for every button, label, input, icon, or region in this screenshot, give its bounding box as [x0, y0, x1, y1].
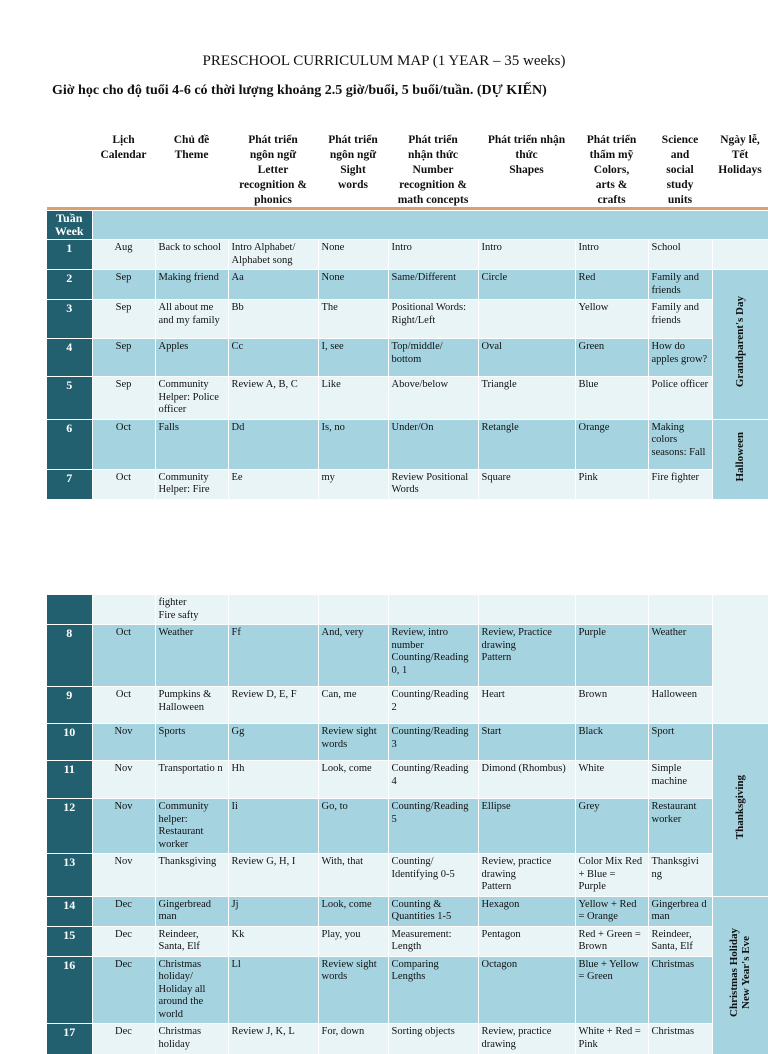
column-header: Phát triển ngôn ngữ Letter recognition & phonics [239, 134, 307, 206]
table-cell: Community Helper: Fire [155, 469, 228, 499]
table-cell: White [575, 761, 648, 799]
table-cell: Ellipse [478, 799, 575, 854]
table-cell: Square [478, 469, 575, 499]
week-number: 14 [47, 896, 92, 926]
table-cell: Oval [478, 339, 575, 377]
table-cell: Weather [648, 625, 712, 687]
table-cell: Dd [228, 419, 318, 469]
table-cell: Weather [155, 625, 228, 687]
table-cell: Orange [575, 419, 648, 469]
table-row [47, 799, 768, 854]
table-cell: Red + Green = Brown [575, 926, 648, 956]
table-cell: Dec [92, 1024, 155, 1054]
table-cell: Nov [92, 761, 155, 799]
table-cell: Oct [92, 687, 155, 724]
table-row [47, 270, 768, 300]
table-cell: Ff [228, 625, 318, 687]
table-cell: Heart [478, 687, 575, 724]
week-number: 7 [47, 469, 92, 499]
table-cell: Review Positional Words [388, 469, 478, 499]
table-cell: Yellow + Red = Orange [575, 896, 648, 926]
table-cell: None [318, 270, 388, 300]
table-cell: Counting/Reading 2 [388, 687, 478, 724]
table-cell: Black [575, 724, 648, 761]
table-cell: Review A, B, C [228, 377, 318, 420]
table-cell: Apples [155, 339, 228, 377]
table-cell: Review, practice drawing [478, 1024, 575, 1054]
holiday-label: Halloween [734, 432, 747, 482]
table-cell: Sep [92, 300, 155, 339]
week-number: 17 [47, 1024, 92, 1054]
table-cell: Positional Words: Right/Left [388, 300, 478, 339]
column-header: Phát triển thẩm mỹ Colors, arts & crafts [586, 134, 637, 206]
table-cell: For, down [318, 1024, 388, 1054]
table-row [47, 469, 768, 499]
table-cell: Measurement: Length [388, 926, 478, 956]
column-header: Phát triển nhận thức Number recognition & math concepts [397, 134, 469, 206]
table-cell: Can, me [318, 687, 388, 724]
table-cell: Hexagon [478, 896, 575, 926]
table-cell: Review, intro number Counting/Reading 0, 1 [388, 625, 478, 687]
table-cell: Intro [388, 240, 478, 270]
table-cell: fighter Fire safty [155, 595, 228, 625]
table-cell: Dimond (Rhombus) [478, 761, 575, 799]
week-number: 10 [47, 724, 92, 761]
column-header: Phát triển ngôn ngữ Sight words [328, 134, 378, 191]
table-cell: Reindeer, Santa, Elf [155, 926, 228, 956]
table-cell: Bb [228, 300, 318, 339]
table-cell: Police officer [648, 377, 712, 420]
document-title: PRESCHOOL CURRICULUM MAP (1 YEAR – 35 weeks) [202, 53, 566, 69]
table-cell: Christmas [648, 1024, 712, 1054]
holiday-cell [712, 595, 768, 724]
table-row [47, 926, 768, 956]
table-cell: my [318, 469, 388, 499]
table-cell: The [318, 300, 388, 339]
table-cell: Circle [478, 270, 575, 300]
table-cell: How do apples grow? [648, 339, 712, 377]
table-cell: Yellow [575, 300, 648, 339]
table-cell: Family and friends [648, 300, 712, 339]
table-cell: Look, come [318, 896, 388, 926]
table-row [47, 956, 768, 1024]
table-cell: Back to school [155, 240, 228, 270]
table-cell: Fire fighter [648, 469, 712, 499]
table-cell: Retangle [478, 419, 575, 469]
table-cell: Aug [92, 240, 155, 270]
table-cell: Review sight words [318, 956, 388, 1024]
week-number: 11 [47, 761, 92, 799]
week-number [47, 595, 92, 625]
table-cell: Pentagon [478, 926, 575, 956]
table-row [47, 377, 768, 420]
table-row [47, 240, 768, 270]
table-cell: Intro [478, 240, 575, 270]
week-number: 12 [47, 799, 92, 854]
week-number: 1 [47, 240, 92, 270]
table-cell: Color Mix Red + Blue = Purple [575, 854, 648, 897]
table-cell: Comparing Lengths [388, 956, 478, 1024]
table-cell: Grey [575, 799, 648, 854]
table-cell: Reindeer, Santa, Elf [648, 926, 712, 956]
table-cell: All about me and my family [155, 300, 228, 339]
table-cell: Intro Alphabet/ Alphabet song [228, 240, 318, 270]
table-cell [575, 595, 648, 625]
table-cell: Is, no [318, 419, 388, 469]
column-header: Science and social study units [661, 134, 699, 206]
table-cell: Gingerbrea d man [648, 896, 712, 926]
table-cell: Falls [155, 419, 228, 469]
table-cell: Top/middle/ bottom [388, 339, 478, 377]
table-cell: Christmas holiday [155, 1024, 228, 1054]
week-label-row [47, 211, 768, 240]
table-cell [648, 595, 712, 625]
table-cell: Dec [92, 926, 155, 956]
table-cell [478, 300, 575, 339]
week-number: 3 [47, 300, 92, 339]
holiday-cell [712, 270, 768, 420]
table-row [47, 854, 768, 897]
table-cell: I, see [318, 339, 388, 377]
table-cell: Sorting objects [388, 1024, 478, 1054]
table-row [47, 300, 768, 339]
table-cell: Blue [575, 377, 648, 420]
table-cell [92, 595, 155, 625]
table-cell: Blue + Yellow = Green [575, 956, 648, 1024]
table-cell: Ee [228, 469, 318, 499]
table-cell: Counting/Reading 4 [388, 761, 478, 799]
table-cell: Nov [92, 724, 155, 761]
table-cell: Aa [228, 270, 318, 300]
table-cell: Red [575, 270, 648, 300]
table-row [47, 625, 768, 687]
table-cell [318, 595, 388, 625]
table-cell: School [648, 240, 712, 270]
week-number: 13 [47, 854, 92, 897]
table-cell: Brown [575, 687, 648, 724]
table-cell: Restaurant worker [648, 799, 712, 854]
table-cell: With, that [318, 854, 388, 897]
holiday-label: Grandparent's Day [734, 296, 747, 388]
table-cell: Sep [92, 377, 155, 420]
table-cell: Like [318, 377, 388, 420]
table-cell: Christmas holiday/ Holiday all around the world [155, 956, 228, 1024]
table-cell: Review G, H, I [228, 854, 318, 897]
table-cell: None [318, 240, 388, 270]
table-cell: Community Helper: Police officer [155, 377, 228, 420]
table-row [47, 419, 768, 469]
week-number: 6 [47, 419, 92, 469]
table-cell: Green [575, 339, 648, 377]
table-row [47, 687, 768, 724]
table-cell: Oct [92, 625, 155, 687]
column-header: Chủ đề Theme [173, 134, 210, 161]
table-cell [388, 595, 478, 625]
table-cell: Counting & Quantities 1-5 [388, 896, 478, 926]
week-number: 16 [47, 956, 92, 1024]
curriculum-table-page-2 [47, 594, 768, 1054]
table-cell: Oct [92, 419, 155, 469]
table-cell: And, very [318, 625, 388, 687]
table-cell: Sports [155, 724, 228, 761]
table-cell: Halloween [648, 687, 712, 724]
table-cell: Review, Practice drawing Pattern [478, 625, 575, 687]
column-header: Lịch Calendar [100, 134, 147, 161]
table-cell: Making friend [155, 270, 228, 300]
table-cell: Oct [92, 469, 155, 499]
table-cell: Ii [228, 799, 318, 854]
table-cell: Octagon [478, 956, 575, 1024]
week-number: 5 [47, 377, 92, 420]
band-fill [92, 211, 768, 240]
table-cell: Family and friends [648, 270, 712, 300]
table-cell: Simple machine [648, 761, 712, 799]
table-row [47, 339, 768, 377]
table-cell: Triangle [478, 377, 575, 420]
table-cell: Pink [575, 469, 648, 499]
holiday-label: Thanksgiving [734, 775, 747, 840]
table-cell: Nov [92, 799, 155, 854]
week-number: 4 [47, 339, 92, 377]
table-cell: Play, you [318, 926, 388, 956]
table-cell: Start [478, 724, 575, 761]
table-cell [478, 595, 575, 625]
table-cell: Community helper: Restaurant worker [155, 799, 228, 854]
week-number: 9 [47, 687, 92, 724]
table-cell: Christmas [648, 956, 712, 1024]
document-subtitle: Giờ học cho độ tuổi 4-6 có thời lượng khoảng 2.5 giờ/buổi, 5 buổi/tuần. (DỰ KIẾN) [52, 83, 547, 98]
table-header [47, 133, 768, 208]
table-cell: Jj [228, 896, 318, 926]
table-cell: Under/On [388, 419, 478, 469]
holiday-cell [712, 724, 768, 897]
table-row [47, 724, 768, 761]
table-cell [228, 595, 318, 625]
table-cell: Cc [228, 339, 318, 377]
header-spacer [47, 133, 92, 208]
column-header: Ngày lễ, Tết Holidays [718, 134, 762, 176]
table-cell: Sport [648, 724, 712, 761]
table-row [47, 1024, 768, 1054]
table-cell: Review, practice drawing Pattern [478, 854, 575, 897]
table-cell: Counting/Reading 5 [388, 799, 478, 854]
table-cell: Making colors seasons: Fall [648, 419, 712, 469]
column-header: Phát triển nhận thức Shapes [487, 134, 566, 176]
table-row [47, 896, 768, 926]
holiday-cell [712, 240, 768, 270]
table-cell: Gingerbread man [155, 896, 228, 926]
curriculum-table-page-1 [47, 210, 768, 499]
week-header: Tuần Week [47, 211, 92, 240]
table-cell: Review J, K, L [228, 1024, 318, 1054]
table-cell: Purple [575, 625, 648, 687]
table-cell: Counting/Reading 3 [388, 724, 478, 761]
table-cell: Gg [228, 724, 318, 761]
table-cell: Above/below [388, 377, 478, 420]
table-cell: Dec [92, 956, 155, 1024]
table-cell: Same/Different [388, 270, 478, 300]
table-cell: Dec [92, 896, 155, 926]
table-row [47, 761, 768, 799]
table-cell: Pumpkins & Halloween [155, 687, 228, 724]
table-cell: Kk [228, 926, 318, 956]
table-cell: Intro [575, 240, 648, 270]
table-cell: Look, come [318, 761, 388, 799]
table-cell: White + Red = Pink [575, 1024, 648, 1054]
table-row [47, 595, 768, 625]
table-cell: Ll [228, 956, 318, 1024]
holiday-cell [712, 896, 768, 1054]
table-cell: Nov [92, 854, 155, 897]
week-number: 2 [47, 270, 92, 300]
week-number: 15 [47, 926, 92, 956]
table-cell: Go, to [318, 799, 388, 854]
table-cell: Thanksgivi ng [648, 854, 712, 897]
table-cell: Review sight words [318, 724, 388, 761]
table-cell: Review D, E, F [228, 687, 318, 724]
table-cell: Counting/ Identifying 0-5 [388, 854, 478, 897]
table-cell: Sep [92, 339, 155, 377]
table-cell: Hh [228, 761, 318, 799]
week-number: 8 [47, 625, 92, 687]
holiday-cell [712, 419, 768, 499]
table-cell: Thanksgiving [155, 854, 228, 897]
table-cell: Sep [92, 270, 155, 300]
table-cell: Transportatio n [155, 761, 228, 799]
holiday-label: Christmas Holiday New Year's Eve [728, 928, 753, 1018]
